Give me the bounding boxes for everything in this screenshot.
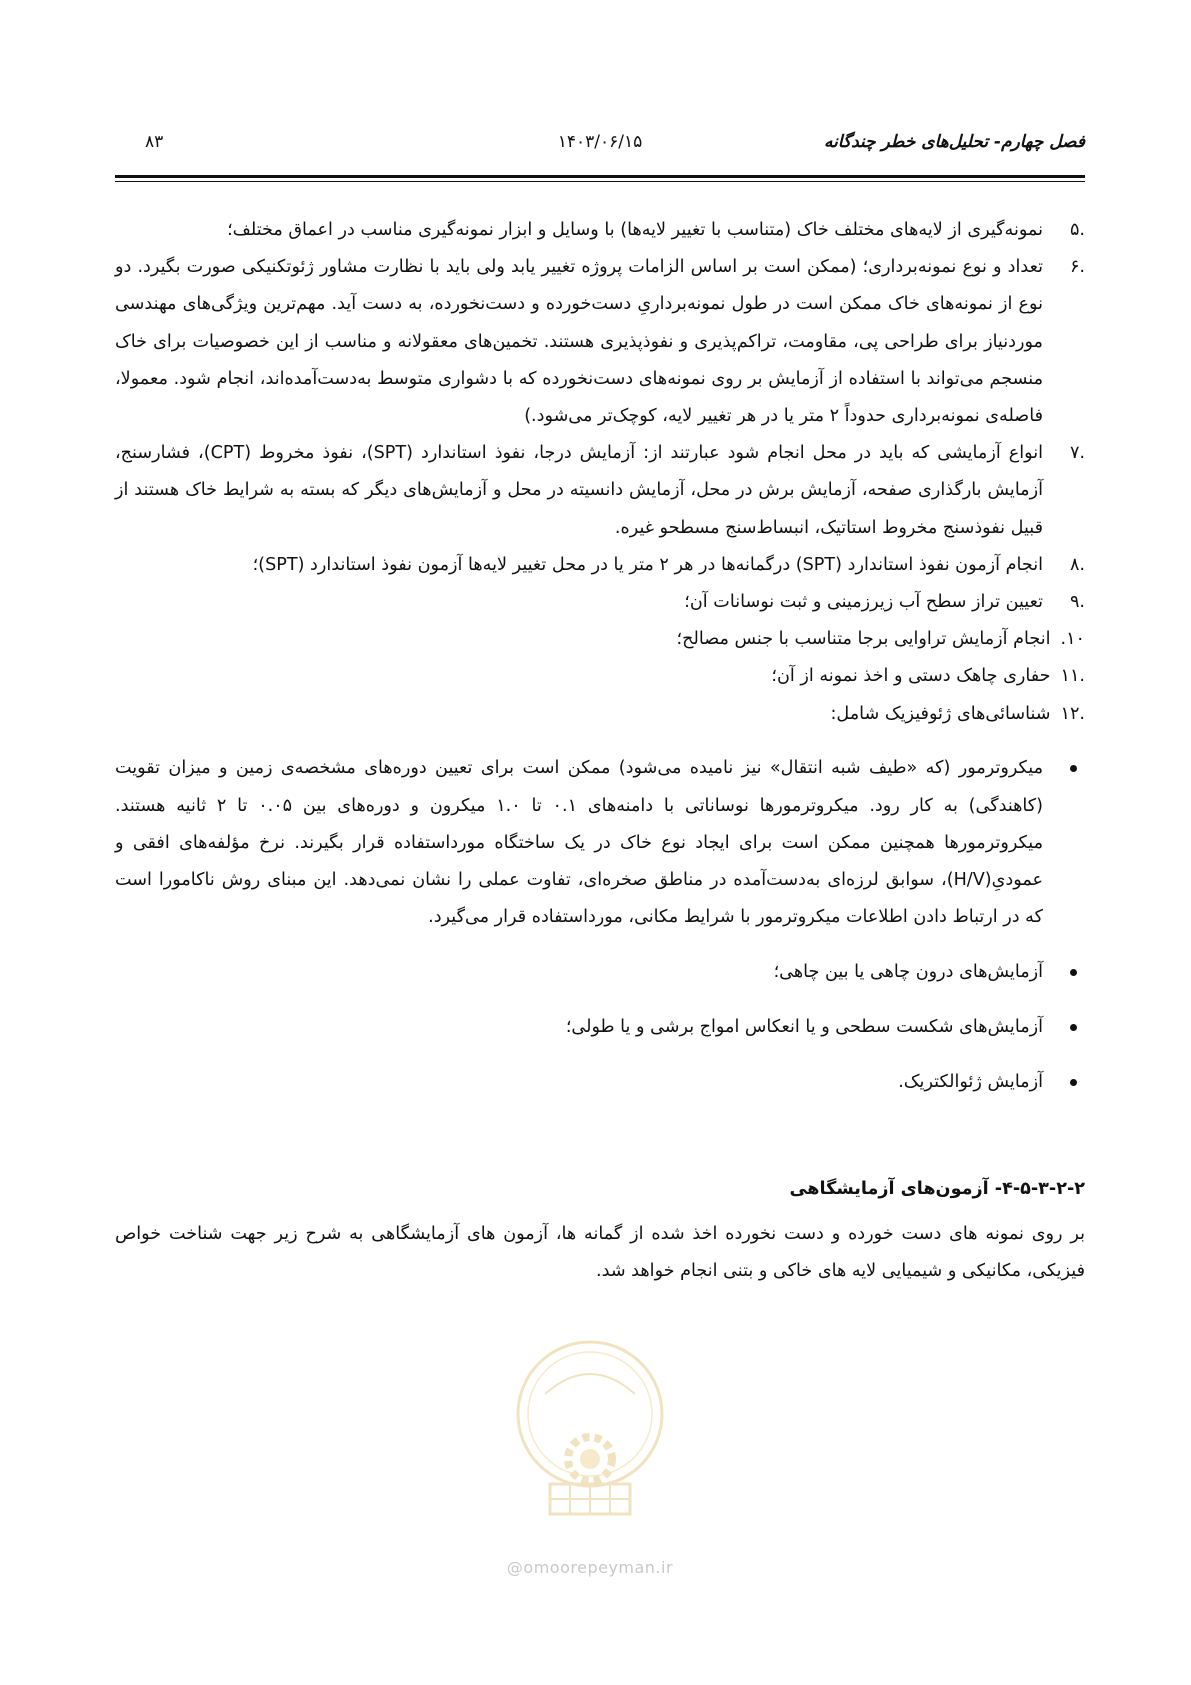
- bullet-item: [115, 750, 1085, 936]
- list-text: نمونه‌گیری از لایه‌های مختلف خاک (متناسب با تغییر لایه‌ها) با وسایل و ابزار نمونه‌گیری مناسب در اعماق مختلف؛: [227, 220, 1043, 240]
- list-number: .۱۲: [1060, 703, 1085, 724]
- list-number: .۱۱: [1060, 666, 1085, 687]
- bullet-item: [115, 954, 1085, 991]
- header-rule-thin: [115, 181, 1085, 182]
- bullet-text: آزمایش‌های شکست سطحی و یا انعکاس امواج برشی و یا طولی؛: [565, 1016, 1043, 1037]
- list-number: .۷: [1069, 443, 1085, 464]
- bullet-text: آزمایش‌های درون چاهی یا بین چاهی؛: [773, 962, 1043, 983]
- list-text: حفاری چاهک دستی و اخذ نمونه از آن؛: [771, 666, 1051, 687]
- list-number: .۶: [1069, 257, 1085, 278]
- bullet-dot-icon: [1070, 1024, 1077, 1031]
- list-item-11: [115, 658, 1085, 695]
- list-text: تعیین تراز سطح آب زیرزمینی و ثبت نوسانات آن؛: [684, 592, 1043, 613]
- list-item-12: [115, 696, 1085, 733]
- bullet-dot-icon: [1070, 765, 1077, 772]
- section-paragraph: بر روی نمونه های دست خورده و دست نخورده اخذ شده از گمانه ها، آزمون های آزمایشگاهی به شرح زیر جهت شناخت خواص فیزیکی، مکانیکی و شیمیایی لایه های خاکی و بتنی انجام خواهد شد.: [115, 1224, 1085, 1282]
- list-item-6: [115, 249, 1085, 435]
- header-rule-thick: [115, 175, 1085, 178]
- bullet-text: میکروترمور (که «طیف شبه انتقال» نیز نامیده می‌شود) ممکن است برای تعیین دوره‌های مشخصه‌ی زمین و میزان تقویت (کاهندگی) به کار رود. میکروترمورها نوساناتی با دامنه‌های ۰.۱ تا ۱.۰ میکرون و دوره‌های بین ۰.۰۵ تا ۲ ثانیه هستند. میکروترمورها همچنین ممکن است برای ایجاد نوع خاک در یک ساختگاه مورداستفاده قرار بگیرند. نرخ مؤلفه‌های افقی و عمودیِ(H/V)، سوابق لرزه‌ای به‌دست‌آمده در مناطق صخره‌ای، تفاوت عملی را نشان نمی‌دهد. این مبنای روش ناکامورا است که در ارتباط دادن اطلاعات میکروترمور با شرایط مکانی، مورداستفاده قرار می‌گیرد.: [115, 758, 1044, 928]
- list-item-9: [115, 584, 1085, 621]
- list-text: انجام آزمایش تراوایی برجا متناسب با جنس مصالح؛: [676, 629, 1051, 650]
- list-item-7: [115, 435, 1085, 547]
- page-number: ۸۳: [145, 132, 164, 152]
- list-number: .۹: [1069, 592, 1085, 613]
- bullet-item: [115, 1009, 1085, 1046]
- page-header: [115, 128, 1085, 158]
- section-heading: ۴-۵-۳-۲-۲- آزمون‌های آزمایشگاهی: [789, 1178, 1085, 1199]
- watermark-logo-icon: [505, 1334, 675, 1524]
- watermark-site: @omoorepeyman.ir: [506, 1558, 674, 1577]
- list-item-10: [115, 621, 1085, 658]
- list-text: انواع آزمایشی که باید در محل انجام شود عبارتند از: آزمایش درجا، نفوذ استاندارد (SPT)، نفوذ مخروط (CPT)، فشارسنج، آزمایش بارگذاری صفحه، آزمایش برش در محل، آزمایش دانسیته در محل و آزمایش‌های دیگر که بسته به شرایط خاک هستند از قبیل نفوذسنج مخروط استاتیک، انبساط‌سنج مسطحو غیره.: [115, 443, 1043, 538]
- list-number: .۵: [1069, 220, 1085, 240]
- geophysics-bullets: [115, 750, 1085, 1100]
- list-item-8: [115, 547, 1085, 584]
- bullet-dot-icon: [1070, 1079, 1077, 1086]
- list-number: ۱۰.: [1060, 629, 1085, 650]
- list-item-5: [115, 212, 1085, 249]
- bullet-text: آزمایش ژئوالکتریک.: [898, 1071, 1043, 1092]
- list-text: انجام آزمون نفوذ استاندارد (SPT) درگمانه‌ها در هر ۲ متر یا در محل تغییر لایه‌ها آزمون نفوذ استاندارد (SPT)؛: [252, 554, 1043, 575]
- bullet-item: [115, 1064, 1085, 1101]
- list-text: شناسائی‌های ژئوفیزیک شامل:: [830, 703, 1051, 724]
- page-content: [115, 212, 1085, 1290]
- list-number: .۸: [1069, 554, 1085, 575]
- list-text: تعداد و نوع نمونه‌برداری؛ (ممکن است بر اساس الزامات پروژه تغییر یابد ولی باید با نظارت مشاور ژئوتکنیکی صورت بگیرد. دو نوع از نمونه‌های خاک ممکن است در طول نمونه‌برداریِ دست‌خورده و دست‌نخورده، به دست آید. مهم‌ترین ویژگی‌های مهندسی موردنیاز برای طراحی پی، مقاومت، تراکم‌پذیری و نفوذپذیری هستند. تخمین‌های معقولانه و مناسب از این خصوصیات برای خاک منسجم می‌تواند با استفاده از آزمایش بر روی نمونه‌های دست‌نخورده که با دشواری متوسط به‌دست‌آمده‌اند، انجام شود. معمولا، فاصله‌ی نمونه‌برداری حدوداً ۲ متر یا در هر تغییر لایه، کوچک‌تر می‌شود.): [115, 257, 1043, 427]
- header-date: ۱۴۰۳/۰۶/۱۵: [557, 132, 643, 152]
- chapter-title: فصل چهارم- تحلیل‌های خطر چندگانه: [823, 132, 1085, 152]
- bullet-dot-icon: [1070, 969, 1077, 976]
